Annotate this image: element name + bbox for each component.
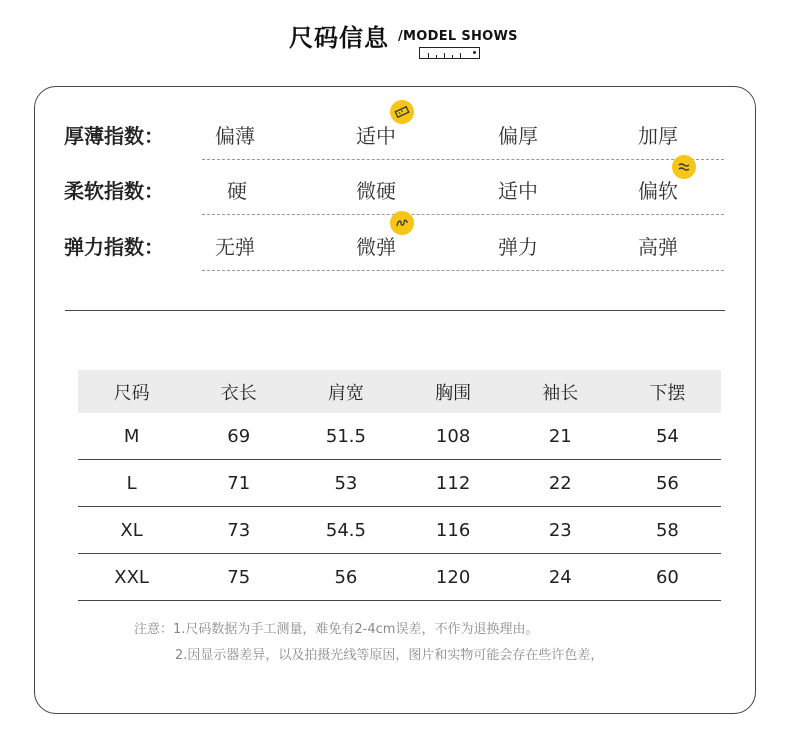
index-option: 高弹	[638, 235, 678, 259]
index-option: 弹力	[498, 235, 538, 259]
index-option: 微硬	[356, 179, 396, 203]
table-cell: XXL	[114, 566, 149, 588]
table-cell: 75	[227, 566, 251, 588]
dashed-divider	[202, 214, 724, 215]
section-divider	[65, 310, 725, 311]
table-row	[78, 413, 721, 460]
table-cell: 116	[435, 519, 471, 541]
header-cell: 衣长	[220, 382, 257, 404]
table-cell: XL	[120, 519, 143, 541]
table-cell: 23	[548, 519, 572, 541]
index-option: 加厚	[638, 124, 678, 148]
table-cell: 24	[548, 566, 572, 588]
table-row	[78, 507, 721, 554]
note-line-1: 注意：1.尺码数据为手工测量，难免有2-4cm误差，不作为退换理由。	[134, 622, 539, 637]
table-row	[78, 554, 721, 601]
table-cell: 54.5	[325, 519, 366, 541]
note-line-2: 2.因显示器差异，以及拍摄光线等原因，图片和实物可能会存在些许色差，	[175, 648, 604, 663]
softness-index-row	[64, 175, 724, 215]
index-label: 厚薄指数：	[64, 124, 164, 148]
header-cell: 肩宽	[327, 382, 364, 404]
index-label: 柔软指数：	[64, 179, 164, 203]
table-cell: 71	[227, 472, 251, 494]
index-option: 硬	[227, 179, 247, 203]
table-cell: 69	[227, 425, 251, 447]
thickness-index-row	[64, 120, 724, 160]
index-option: 偏厚	[498, 124, 538, 148]
table-cell: 22	[548, 472, 572, 494]
page-header	[0, 0, 790, 80]
index-option: 适中	[498, 179, 538, 203]
table-cell: 53	[334, 472, 358, 494]
table-cell: 51.5	[325, 425, 366, 447]
header-cell: 下摆	[649, 382, 686, 404]
table-cell: 73	[227, 519, 251, 541]
table-cell: 108	[435, 425, 471, 447]
ruler-badge-icon	[390, 100, 414, 124]
page-title: 尺码信息	[289, 24, 389, 52]
table-cell: L	[126, 472, 137, 494]
header-cell: 尺码	[113, 382, 150, 404]
index-option: 偏薄	[215, 124, 255, 148]
spring-badge-icon	[390, 211, 414, 235]
table-cell: 21	[548, 425, 572, 447]
header-cell: 袖长	[542, 382, 579, 404]
table-header	[78, 370, 721, 413]
elasticity-index-row	[64, 231, 724, 271]
size-table	[78, 370, 721, 601]
index-option-selected: 微弹	[356, 235, 396, 259]
table-cell: 120	[435, 566, 471, 588]
table-cell: 112	[435, 472, 471, 494]
table-cell: 58	[655, 519, 679, 541]
table-row	[78, 460, 721, 507]
table-cell: 56	[334, 566, 358, 588]
dashed-divider	[202, 270, 724, 271]
index-option-selected: 偏软	[638, 179, 678, 203]
index-option: 无弹	[215, 235, 255, 259]
wave-badge-icon	[672, 155, 696, 179]
table-cell: 56	[655, 472, 679, 494]
table-cell: M	[123, 425, 140, 447]
ruler-icon	[419, 47, 480, 59]
index-label: 弹力指数：	[64, 235, 164, 259]
table-cell: 60	[655, 566, 679, 588]
table-cell: 54	[655, 425, 679, 447]
page-subtitle: /MODEL SHOWS	[398, 29, 518, 44]
dashed-divider	[202, 159, 724, 160]
header-cell: 胸围	[435, 382, 472, 404]
index-option-selected: 适中	[356, 124, 396, 148]
